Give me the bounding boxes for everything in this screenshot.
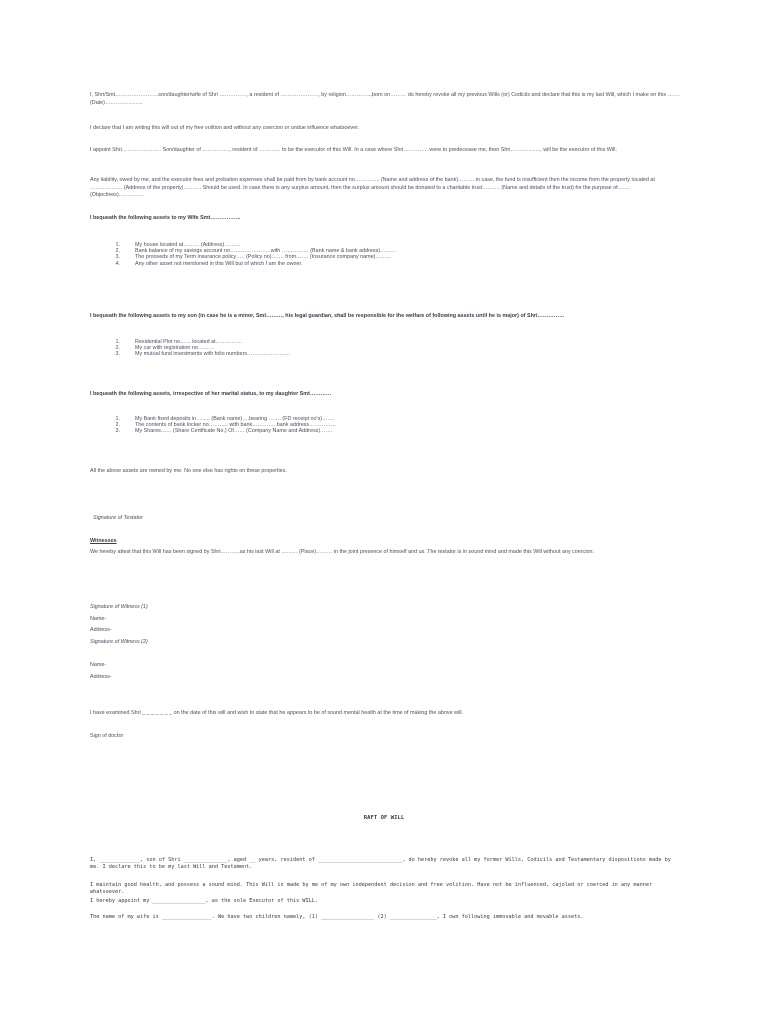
list-number: 2. bbox=[115, 345, 120, 352]
list-number: 2. bbox=[115, 422, 120, 429]
draft-paragraph-2: I maintain good health, and possess a sound mind. This Will is made by me of my own independent decision and free volition. Have not be influenced, cajoled or coerced in any manner whatsoever. bbox=[90, 882, 653, 895]
list-item bbox=[108, 261, 668, 267]
list-number: 2. bbox=[115, 248, 120, 255]
list-number: 3. bbox=[115, 254, 120, 261]
list-text: My Shares…… (Share Certificate No.) Of…… (Company Name and Address)……. bbox=[135, 428, 333, 435]
list-text: Bank balance of my savings account no…………………..with …………… (Bank name & bank address)……… bbox=[135, 248, 397, 255]
will-intro: I, Shri/Smt……………………son/daughter/wife of Shri ……………, a resident of …………………, by religion…………..,born on……… do hereby revoke all my previous Wills (or) Codicils and declare that this is my last Will, which I make on this …….(Date)………………… bbox=[90, 92, 680, 106]
list-number: 1. bbox=[115, 242, 120, 248]
list-number: 1. bbox=[115, 416, 120, 422]
list-text: Residential Plot no…… located at…………… bbox=[135, 339, 243, 345]
will-liability-clause: Any liability, owed by me, and the executor fees and probation expenses shall be paid from by bank account no………….. (Name and address of the bank)……… in case, the fund is insufficient then the income from the property located at ……………… (Address of the property)………. Should be used. In case there is any surplus amount, then the surplus amount should be donated to a charitable trust………. (Name and details of the trust) for the purpose of……. (Objectives)………….. bbox=[90, 177, 655, 199]
wife-bequest-heading: I bequeath the following assets to my Wife Smt…………….. bbox=[90, 215, 241, 221]
list-text: The contents of bank locker no……….. with bank…………. bank address…………… bbox=[135, 422, 337, 429]
list-text: My Bank fixed deposits in ……. (Bank name)….bearing ……. (FD receipt no's)……. bbox=[135, 416, 335, 422]
list-number: 4. bbox=[115, 260, 120, 267]
witness-2-name-label: Name- bbox=[90, 662, 107, 668]
list-text: The proceeds of my Term insurance policy …. (Policy no)……. from……. (Insurance company name)……… bbox=[135, 254, 392, 261]
list-item bbox=[108, 428, 668, 434]
list-text: Any other asset not mentioned in this Will but of which I am the owner. bbox=[135, 260, 303, 267]
list-text: My house located at……… (Address)……… bbox=[135, 242, 241, 248]
ownership-statement: All the above assets are owned by me. No one else has rights on these properties. bbox=[90, 468, 287, 474]
son-assets-list bbox=[108, 339, 668, 358]
will-volition-clause: I declare that I am writing this will out of my free volition and without any coercion or undue influence whatsoever. bbox=[90, 125, 360, 131]
witness-1-address-label: Address- bbox=[90, 627, 112, 633]
daughter-assets-list bbox=[108, 416, 668, 435]
will-executor-clause: I appoint Shri…………………. Son/daughter of ……………, resident of ………… to be the executor of this Will. In a case where Shri………….. were to predecease me, then Shri…………….., will be the executor of this Will. bbox=[90, 147, 617, 153]
testator-signature-label: Signature of Testator bbox=[93, 515, 143, 521]
witness-2-address-label: Address- bbox=[90, 674, 112, 680]
list-number: 3. bbox=[115, 428, 120, 435]
list-number: 1. bbox=[115, 339, 120, 345]
draft-paragraph-1: I, _____________, son of Shri ______________, aged __ years, resident of ___________________________, do hereby revoke all my former Wills, Codicils and Testamentary dispositions made by me. I declare this to be my last Will and Testament. bbox=[90, 857, 671, 870]
witnesses-heading: Witnesses bbox=[90, 538, 117, 544]
witness-1-signature-label: Signature of Witness (1) bbox=[90, 604, 148, 610]
witnesses-attestation: We hereby attest that this Will has been signed by Shri………..as his last Will at ……… (Place)……… in the joint presence of himself and us. The testator is in sound mind and made this Will without any coercion. bbox=[90, 549, 595, 555]
doctor-sign-label: Sign of doctor bbox=[90, 733, 124, 739]
wife-assets-list bbox=[108, 242, 668, 267]
list-number: 3. bbox=[115, 351, 120, 358]
draft-paragraph-4: The name of my wife is ________________. We have two children namely, (1) _________________ (2) _______________, I own following immovable and movable assets. bbox=[90, 914, 584, 920]
draft-paragraph-3: I hereby appoint my _________________, as the sole Executor of this WILL. bbox=[90, 898, 318, 904]
daughter-bequest-heading: I bequeath the following assets, irrespective of her marital status, to my daughter Smt………… bbox=[90, 391, 332, 397]
list-text: My car with registration no……… bbox=[135, 345, 215, 352]
doctor-statement: I have examined Shri _ _ _ _ _ _ _ on the date of this will and wish to state that he appears to be of sound mental health at the time of making the above will. bbox=[90, 710, 464, 716]
list-text: My mutual fund investments with folio numbers…………………… bbox=[135, 351, 291, 358]
list-item bbox=[108, 351, 668, 357]
witness-2-signature-label: Signature of Witness (2) bbox=[90, 639, 148, 645]
witness-1-name-label: Name- bbox=[90, 616, 107, 622]
draft-title: RAFT OF WILL bbox=[363, 815, 405, 821]
son-bequest-heading: I bequeath the following assets to my son (in case he is a minor, Smt………, his legal guardian, shall be responsible for the welfare of following assets until he is major) of Shri…………… bbox=[90, 313, 565, 319]
